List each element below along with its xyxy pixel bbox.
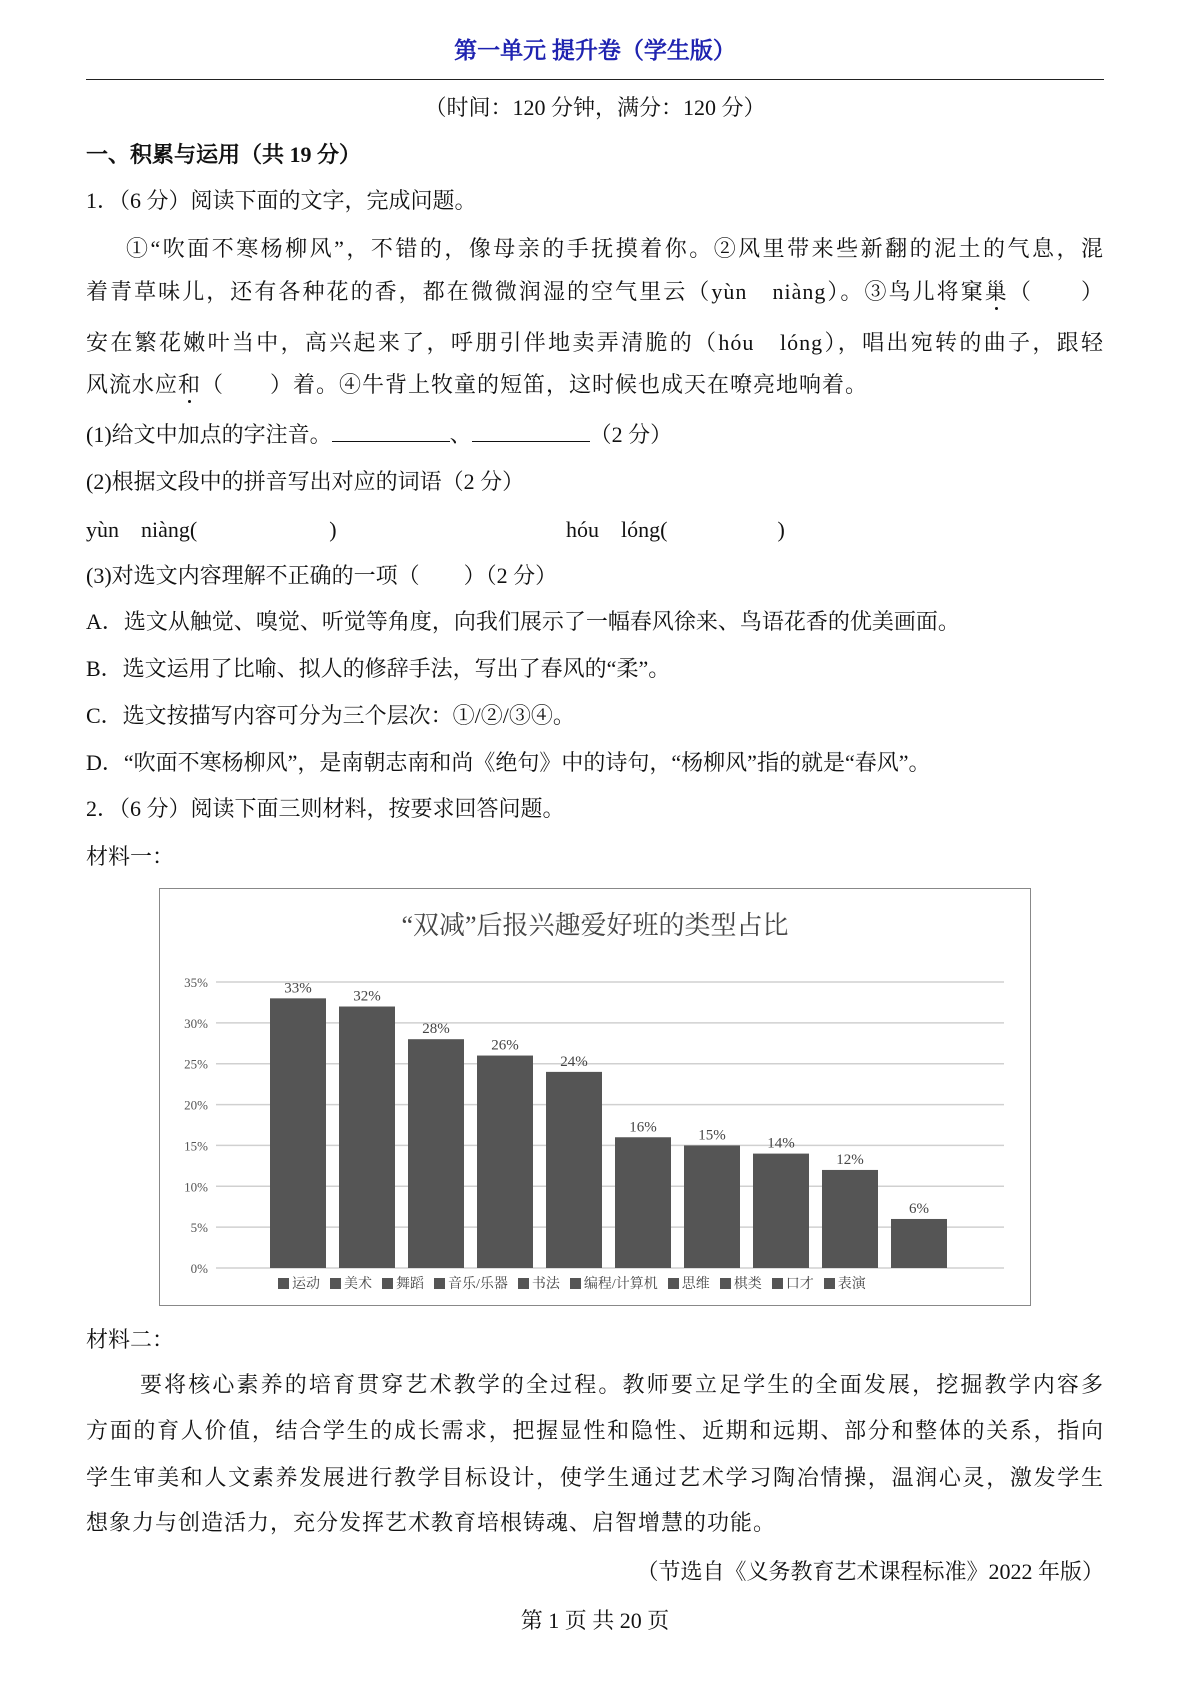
data-label: 16% — [629, 1119, 657, 1136]
option-a[interactable]: A．选文从触觉、嗅觉、听觉等角度，向我们展示了一幅春风徐来、鸟语花香的优美画面。 — [86, 609, 960, 634]
answer-line[interactable] — [332, 421, 450, 442]
legend-item — [668, 1273, 710, 1293]
y-tick-label: 15% — [184, 1138, 208, 1154]
dotted-character: 和 — [178, 372, 202, 397]
material-1-label: 材料一： — [86, 844, 175, 869]
material-2-source: （节选自《义务教育艺术课程标准》2022 年版） — [636, 1559, 1104, 1584]
section-heading: 一、积累与运用（共 19 分） — [86, 142, 362, 167]
exam-meta: （时间：120 分钟，满分：120 分） — [424, 95, 766, 120]
data-label: 33% — [284, 980, 312, 997]
chart-plot — [160, 889, 1032, 1307]
sub-question-3: (3)对选文内容理解不正确的一项（ ）（2 分） — [86, 563, 558, 588]
data-label: 28% — [422, 1021, 450, 1038]
pinyin-blank-2[interactable]: hóu lóng( ) — [566, 517, 785, 542]
y-tick-label: 25% — [184, 1056, 208, 1072]
legend-swatch — [434, 1278, 445, 1289]
legend-swatch — [570, 1278, 581, 1289]
material-2-line-2: 方面的育人价值，结合学生的成长需求，把握显性和隐性、近期和远期、部分和整体的关系，指向 — [86, 1418, 1104, 1443]
score: （2 分） — [589, 422, 673, 447]
y-tick-label: 30% — [184, 1015, 208, 1031]
legend-swatch — [382, 1278, 393, 1289]
pinyin-row — [86, 515, 1104, 545]
dotted-character: 巢 — [984, 279, 1009, 304]
legend-label: 运动 — [292, 1277, 320, 1292]
passage-line-1: ①“吹面不寒杨柳风”，不错的，像母亲的手抚摸着你。②风里带来些新翻的泥土的气息，混 — [126, 236, 1104, 261]
sub-question-text: (1)给文中加点的字注音。 — [86, 422, 332, 447]
legend-label: 音乐/乐器 — [448, 1277, 508, 1292]
data-label: 26% — [491, 1037, 519, 1054]
y-tick-label: 5% — [190, 1220, 208, 1236]
y-tick-label: 35% — [184, 975, 208, 990]
pinyin-blank-1[interactable]: yùn niàng( ) — [86, 517, 337, 542]
bar-chart — [159, 888, 1031, 1306]
legend-swatch — [720, 1278, 731, 1289]
data-label: 12% — [836, 1151, 864, 1168]
legend-label: 编程/计算机 — [583, 1277, 658, 1292]
data-label: 32% — [353, 988, 381, 1005]
legend-label: 舞蹈 — [396, 1277, 424, 1292]
material-2-line-1: 要将核心素养的培育贯穿艺术教学的全过程。教师要立足学生的全面发展，挖掘教学内容多 — [140, 1372, 1104, 1397]
legend-item — [570, 1273, 658, 1293]
legend-label: 思维 — [681, 1277, 710, 1292]
passage-text: （ ）着。④牛背上牧童的短笛，这时候也成天在嘹亮地响着。 — [201, 372, 869, 397]
legend-label: 书法 — [531, 1277, 560, 1292]
legend-swatch — [518, 1278, 529, 1289]
bar — [477, 1056, 533, 1268]
bar — [270, 998, 326, 1268]
passage-text: 着青草味儿，还有各种花的香，都在微微润湿的空气里云（yùn niàng）。③鸟儿将窠 — [86, 279, 985, 304]
chart-legend — [278, 1273, 876, 1293]
separator: 、 — [449, 422, 472, 447]
material-2-line-3: 学生审美和人文素养发展进行教学目标设计，使学生通过艺术学习陶冶情操，温润心灵，激发学生 — [86, 1465, 1104, 1490]
chart-title: “双减”后报兴趣爱好班的类型占比 — [401, 911, 789, 940]
data-label: 6% — [909, 1200, 929, 1217]
legend-swatch — [668, 1278, 679, 1289]
legend-label: 表演 — [837, 1277, 866, 1292]
bar — [408, 1039, 464, 1268]
bar — [891, 1219, 947, 1268]
y-tick-label: 20% — [184, 1097, 208, 1113]
question-2-prompt: 2．（6 分）阅读下面三则材料，按要求回答问题。 — [86, 796, 565, 821]
passage-line-4 — [86, 370, 1104, 400]
page-footer: 第 1 页 共 20 页 — [520, 1608, 670, 1633]
y-tick-label: 0% — [190, 1261, 208, 1276]
material-2-label: 材料二： — [86, 1327, 175, 1352]
passage-line-3: 安在繁花嫩叶当中，高兴起来了，呼朋引伴地卖弄清脆的（hóu lóng），唱出宛转的曲子，跟轻 — [86, 330, 1104, 355]
legend-item — [518, 1273, 560, 1293]
option-d[interactable]: D．“吹面不寒杨柳风”，是南朝志南和尚《绝句》中的诗句，“杨柳风”指的就是“春风”。 — [86, 750, 931, 775]
document-title: 第一单元 提升卷（学生版） — [454, 38, 736, 63]
bar — [684, 1145, 740, 1268]
data-label: 24% — [560, 1053, 588, 1070]
y-tick-label: 10% — [184, 1179, 208, 1195]
question-1-prompt: 1．（6 分）阅读下面的文字，完成问题。 — [86, 188, 477, 213]
legend-item — [824, 1273, 866, 1293]
legend-item — [382, 1273, 424, 1293]
legend-swatch — [330, 1278, 341, 1289]
legend-label: 棋类 — [733, 1277, 762, 1292]
bar — [615, 1137, 671, 1268]
bar — [339, 1007, 395, 1268]
sub-question-1 — [86, 420, 1104, 450]
legend-item — [434, 1273, 508, 1293]
passage-text: 风流水应 — [86, 372, 179, 397]
bar — [822, 1170, 878, 1268]
option-c[interactable]: C．选文按描写内容可分为三个层次：①/②/③④。 — [86, 703, 575, 728]
legend-swatch — [772, 1278, 783, 1289]
legend-item — [772, 1273, 814, 1293]
header-divider — [86, 79, 1104, 80]
option-b[interactable]: B．选文运用了比喻、拟人的修辞手法，写出了春风的“柔”。 — [86, 656, 671, 681]
material-2-line-4: 想象力与创造活力，充分发挥艺术教育培根铸魂、启智增慧的功能。 — [86, 1510, 777, 1535]
legend-label: 口才 — [785, 1277, 814, 1292]
legend-swatch — [824, 1278, 835, 1289]
sub-question-2: (2)根据文段中的拼音写出对应的词语（2 分） — [86, 469, 525, 494]
legend-item — [278, 1273, 320, 1293]
bar — [753, 1154, 809, 1268]
legend-swatch — [278, 1278, 289, 1289]
passage-line-2 — [86, 277, 1104, 307]
data-label: 15% — [698, 1127, 726, 1144]
bar — [546, 1072, 602, 1268]
answer-blank[interactable]: （ ） — [1008, 279, 1104, 304]
data-label: 14% — [767, 1135, 795, 1152]
legend-label: 美术 — [344, 1277, 372, 1292]
legend-item — [720, 1273, 762, 1293]
legend-item — [330, 1273, 372, 1293]
answer-line[interactable] — [472, 421, 590, 442]
